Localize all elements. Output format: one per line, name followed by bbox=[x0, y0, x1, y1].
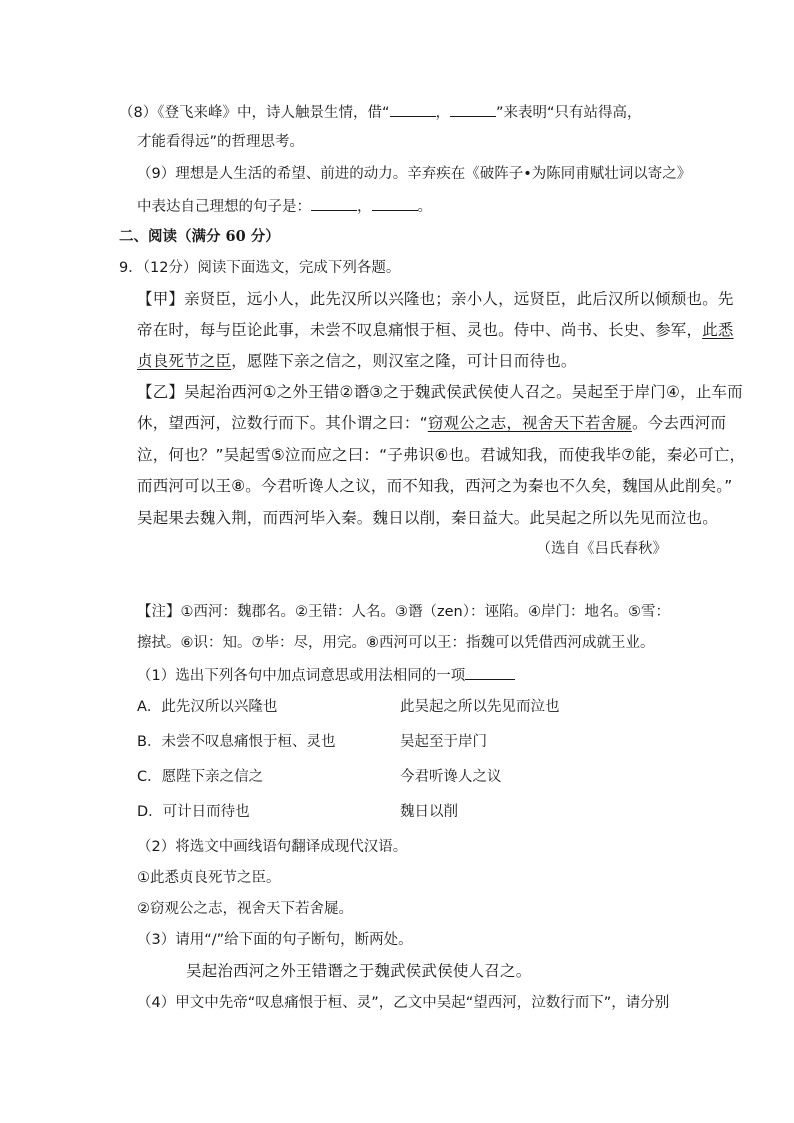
option-a-left: A．此先汉所以兴隆也 bbox=[137, 699, 278, 715]
yi-text: 休，望西河，泣数行而下。其仆谓之曰：“ bbox=[137, 414, 428, 432]
passage-yi-line-3: 泣，何也？”吴起雪⑤泣而应之曰：“子弗识⑥也。君诚知我，而使我毕⑦能，秦必可亡， bbox=[137, 446, 746, 464]
q8-text-c: ”来表明“只有站得高， bbox=[496, 105, 642, 121]
option-a[interactable] bbox=[137, 696, 697, 718]
option-a-right: 此吴起之所以先见而泣也 bbox=[400, 699, 560, 715]
option-b-left: B．未尝不叹息痛恨于桓、灵也 bbox=[137, 734, 336, 750]
sub-question-2: （2）将选文中画线语句翻译成现代汉语。 bbox=[137, 839, 408, 855]
passage-jia-line-1: 【甲】亲贤臣，远小人，此先汉所以兴隆也；亲小人，远贤臣，此后汉所以倾颓也。先 bbox=[137, 290, 734, 308]
option-c-right: 今君听谗人之议 bbox=[400, 769, 502, 785]
question-9-heading: 9．（12分）阅读下面选文，完成下列各题。 bbox=[119, 260, 401, 276]
passage-yi-line-2 bbox=[137, 412, 726, 434]
yi-text: 。今去西河而 bbox=[631, 414, 727, 432]
underlined-phrase: 贞良死节之臣 bbox=[137, 352, 232, 370]
underlined-phrase: 此悉 bbox=[702, 321, 734, 339]
passage-jia-line-2 bbox=[137, 319, 734, 341]
option-b[interactable] bbox=[137, 731, 697, 753]
sub-question-1 bbox=[137, 664, 515, 687]
option-d-right: 魏日以削 bbox=[400, 804, 458, 820]
question-8-line-2: 才能看得远”的哲理思考。 bbox=[137, 134, 305, 150]
q9-text-b: ， bbox=[357, 199, 372, 215]
question-9-line-2 bbox=[137, 195, 432, 218]
question-9-line-1: （9）理想是人生活的希望、前进的动力。辛弃疾在《破阵子•为陈同甫赋壮词以寄之》 bbox=[137, 166, 692, 182]
passage-jia-line-3 bbox=[137, 350, 577, 372]
question-8-line-1 bbox=[119, 101, 642, 124]
answer-blank[interactable] bbox=[390, 101, 436, 117]
option-d[interactable] bbox=[137, 801, 697, 823]
sub-question-2-item-1: ①此悉贞良死节之臣。 bbox=[137, 870, 281, 886]
section-heading: 二、阅读（满分 60 分） bbox=[119, 228, 280, 245]
option-c-left: C．愿陛下亲之信之 bbox=[137, 769, 264, 785]
sub-question-3-sentence: 吴起治西河之外王错谮之于魏武侯武侯使人召之。 bbox=[186, 962, 532, 980]
notes-line-1: 【注】①西河：魏郡名。②王错：人名。③谮（zen）：诬陷。④岸门：地名。⑤雪： bbox=[137, 604, 670, 620]
notes-line-2: 擦拭。⑥识：知。⑦毕：尽，用完。⑧西河可以王：指魏可以凭借西河成就王业。 bbox=[137, 635, 655, 651]
answer-blank[interactable] bbox=[311, 195, 357, 211]
passage-yi-line-1: 【乙】吴起治西河①之外王错②谮③之于魏武侯武侯使人召之。吴起至于岸门④，止车而 bbox=[137, 383, 743, 401]
q8-text-b: ， bbox=[435, 105, 450, 121]
q8-text-a: （8）《登飞来峰》中，诗人触景生情，借“ bbox=[119, 105, 390, 121]
option-c[interactable] bbox=[137, 766, 697, 788]
sub-question-1-text: （1）选出下列各句中加点词意思或用法相同的一项 bbox=[137, 668, 466, 684]
q9-text-c: 。 bbox=[417, 199, 432, 215]
underlined-phrase: 窃观公之志，视舍天下若舍屣 bbox=[427, 414, 632, 432]
source-citation: （选自《吕氏春秋》 bbox=[536, 541, 667, 557]
answer-blank[interactable] bbox=[465, 664, 515, 680]
option-d-left: D．可计日而待也 bbox=[137, 804, 250, 820]
answer-blank[interactable] bbox=[450, 101, 496, 117]
passage-yi-line-4: 而西河可以王⑧。今君听谗人之议，而不知我，西河之为秦也不久矣，魏国从此削矣。” bbox=[137, 477, 733, 495]
answer-blank[interactable] bbox=[372, 195, 418, 211]
sub-question-3: （3）请用“/”给下面的句子断句，断两处。 bbox=[137, 932, 413, 948]
jia-text: 帝在时，每与臣论此事，未尝不叹息痛恨于桓、灵也。侍中、尚书、长史、参军， bbox=[137, 321, 703, 339]
sub-question-4: （4）甲文中先帝“叹息痛恨于桓、灵”，乙文中吴起“望西河，泣数行而下”，请分别 bbox=[137, 995, 670, 1011]
jia-text: ，愿陛下亲之信之，则汉室之隆，可计日而待也。 bbox=[231, 352, 577, 370]
option-b-right: 吴起至于岸门 bbox=[400, 734, 487, 750]
sub-question-2-item-2: ②窃观公之志，视舍天下若舍屣。 bbox=[137, 901, 353, 917]
q9-text-a: 中表达自己理想的句子是： bbox=[137, 199, 311, 215]
passage-yi-line-5: 吴起果去魏入荆，而西河毕入秦。魏日以削，秦日益大。此吴起之所以先见而泣也。 bbox=[137, 509, 718, 527]
